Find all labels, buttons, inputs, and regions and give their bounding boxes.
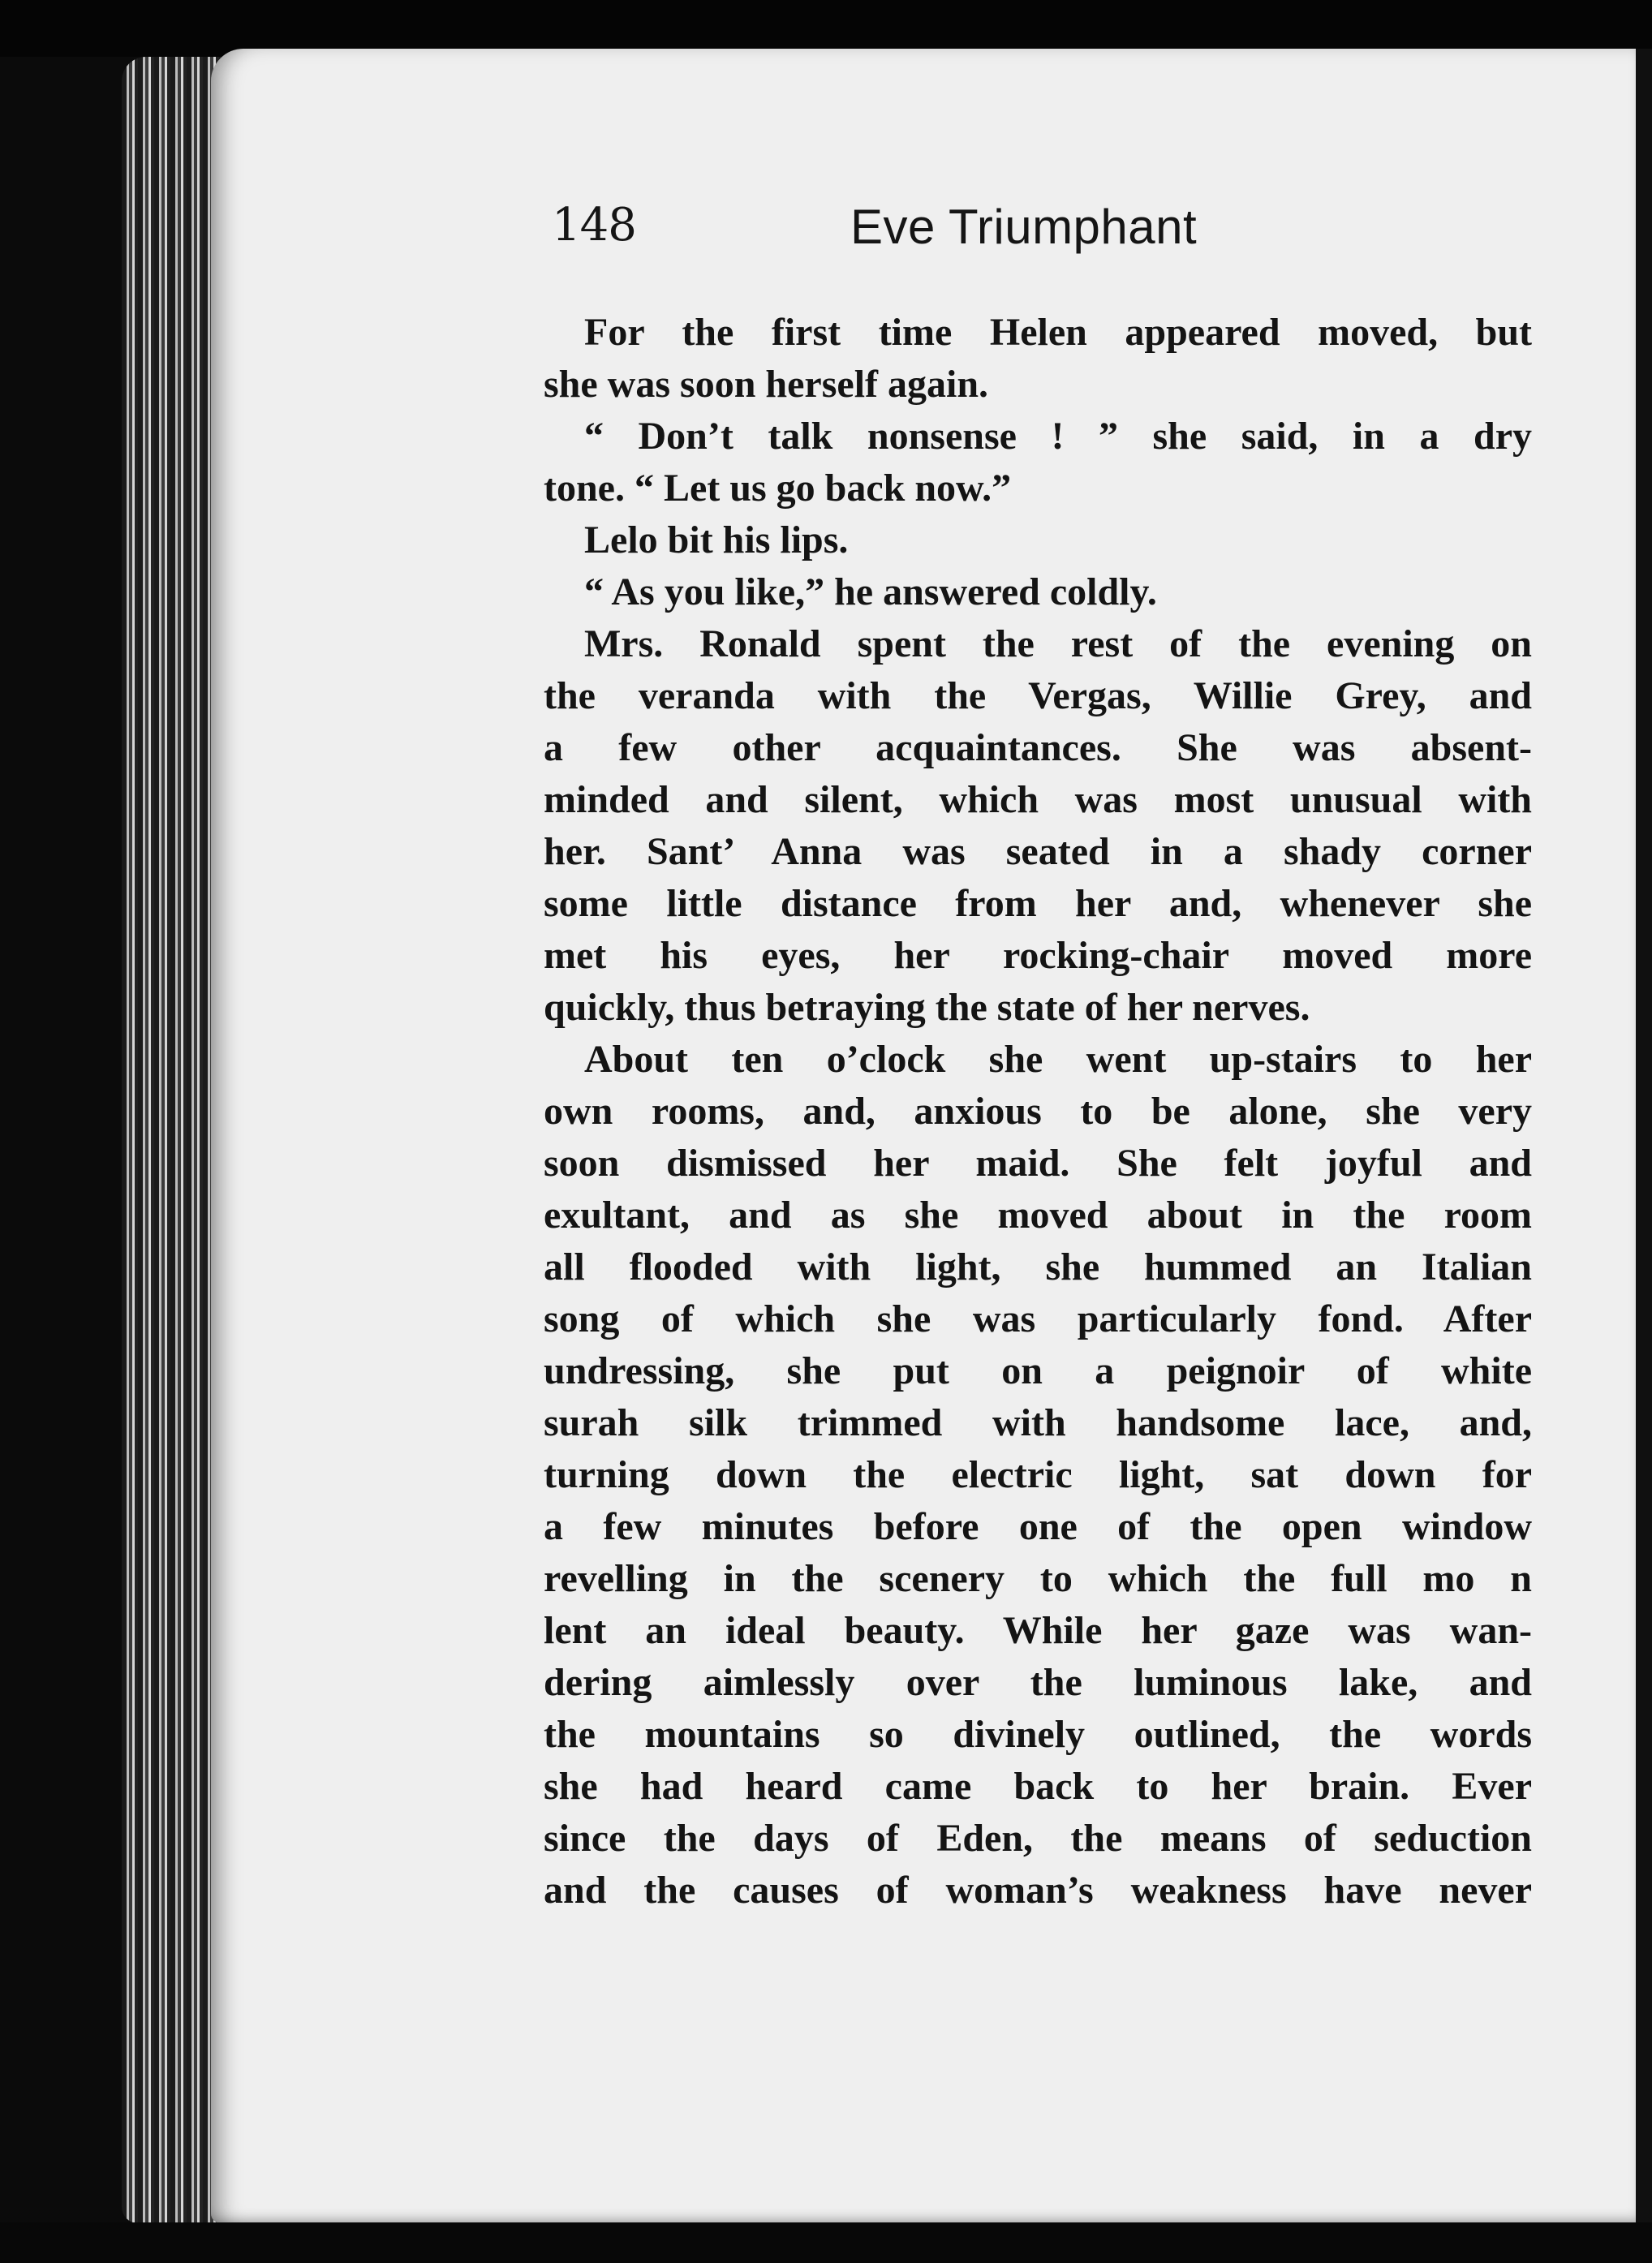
text-line: a few minutes before one of the open window xyxy=(544,1505,1532,1548)
body-text xyxy=(544,307,1532,1917)
text-line: own rooms, and, anxious to be alone, she very xyxy=(544,1090,1532,1133)
text-line: the mountains so divinely outlined, the words xyxy=(544,1713,1532,1756)
text-line: she had heard came back to her brain. Ever xyxy=(544,1765,1532,1808)
text-line: “ As you like,” he answered coldly. xyxy=(584,570,1157,613)
text-line: and the causes of woman’s weakness have never xyxy=(544,1869,1532,1912)
text-line: exultant, and as she moved about in the room xyxy=(544,1194,1532,1237)
text-line: soon dismissed her maid. She felt joyful and xyxy=(544,1142,1532,1185)
running-header xyxy=(552,199,1525,264)
running-title: Eve Triumphant xyxy=(850,200,1198,254)
text-line: she was soon herself again. xyxy=(544,363,989,406)
text-line: a few other acquaintances. She was absent- xyxy=(544,726,1532,769)
text-line: lent an ideal beauty. While her gaze was wan- xyxy=(544,1609,1532,1652)
text-line: Lelo bit his lips. xyxy=(584,518,849,561)
text-line: undressing, she put on a peignoir of white xyxy=(544,1349,1532,1392)
text-line: dering aimlessly over the luminous lake, and xyxy=(544,1661,1532,1704)
text-line: some little distance from her and, whenever she xyxy=(544,882,1532,925)
scan-right-border xyxy=(1636,49,1652,2263)
text-line: For the first time Helen appeared moved, but xyxy=(584,311,1532,354)
text-line: About ten o’clock she went up-stairs to her xyxy=(584,1038,1532,1081)
text-line: song of which she was particularly fond. After xyxy=(544,1297,1532,1340)
text-line: her. Sant’ Anna was seated in a shady corner xyxy=(544,830,1532,873)
scan-bottom-border xyxy=(0,2222,1652,2263)
text-line: quickly, thus betraying the state of her nerves. xyxy=(544,986,1310,1029)
text-line: all flooded with light, she hummed an Italian xyxy=(544,1246,1532,1289)
text-line: revelling in the scenery to which the full mo n xyxy=(544,1557,1532,1600)
text-line: since the days of Eden, the means of seduction xyxy=(544,1817,1532,1860)
text-line: met his eyes, her rocking-chair moved more xyxy=(544,934,1532,977)
text-line: turning down the electric light, sat down for xyxy=(544,1453,1532,1496)
text-line: minded and silent, which was most unusual with xyxy=(544,778,1532,821)
text-line: “ Don’t talk nonsense ! ” she said, in a dry xyxy=(584,415,1532,458)
page-number: 148 xyxy=(552,199,636,252)
text-line: surah silk trimmed with handsome lace, and, xyxy=(544,1401,1532,1444)
text-line: tone. “ Let us go back now.” xyxy=(544,467,1012,510)
text-line: Mrs. Ronald spent the rest of the evening on xyxy=(584,622,1532,665)
text-line: the veranda with the Vergas, Willie Grey, and xyxy=(544,674,1532,717)
